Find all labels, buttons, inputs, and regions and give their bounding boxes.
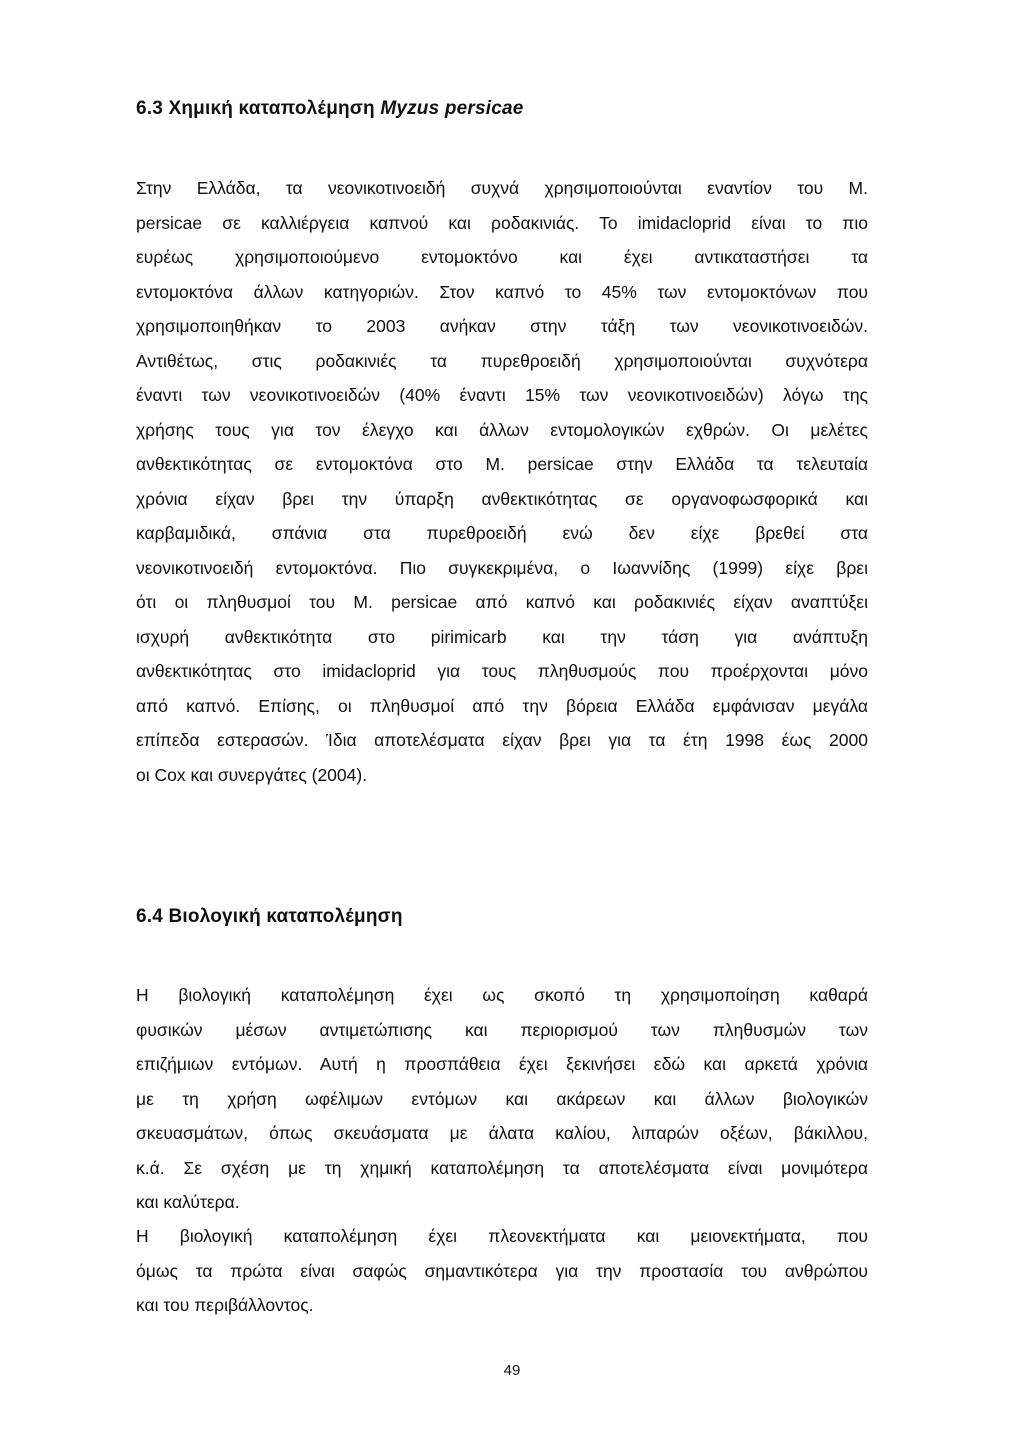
text-line: και του περιβάλλοντος. (136, 1295, 314, 1315)
section-6-3-heading (136, 98, 524, 120)
text-line: εντομοκτόνα άλλων κατηγοριών. Στον καπνό το 45% των εντομοκτόνων που (136, 281, 868, 302)
section-6-3-body (136, 171, 868, 792)
text-line: όμως τα πρώτα είναι σαφώς σημαντικότερα για την προστασία του ανθρώπου (136, 1260, 868, 1281)
text-line: από καπνό. Επίσης, οι πληθυσμοί από την βόρεια Ελλάδα εμφάνισαν μεγάλα (136, 695, 868, 716)
text-line: ανθεκτικότητας σε εντομοκτόνα στο Μ. persicae στην Ελλάδα τα τελευταία (136, 454, 868, 474)
section-6-4-paragraph-1 (136, 978, 868, 1220)
text-line: Στην Ελλάδα, τα νεονικοτινοειδή συχνά χρησιμοποιούνται εναντίον του Μ. (136, 178, 868, 198)
text-line: Η βιολογική καταπολέμηση έχει ως σκοπό τη χρησιμοποίηση καθαρά (136, 985, 868, 1005)
text-line: και καλύτερα. (136, 1192, 240, 1212)
page-number: 49 (503, 1362, 521, 1379)
text-line: με τη χρήση ωφέλιμων εντόμων και ακάρεων και άλλων βιολογικών (136, 1088, 868, 1109)
text-line: επιζήμιων εντόμων. Αυτή η προσπάθεια έχει ξεκινήσει εδώ και αρκετά χρόνια (136, 1054, 868, 1074)
text-line: φυσικών μέσων αντιμετώπισης και περιορισμού των πληθυσμών των (136, 1019, 868, 1040)
heading-text: 6.3 Χημική καταπολέμηση (136, 98, 381, 119)
text-line: καρβαμιδικά, σπάνια στα πυρεθροειδή ενώ δεν είχε βρεθεί στα (136, 523, 868, 543)
text-line: persicae σε καλλιέργεια καπνού και ροδακινιάς. Το imidacloprid είναι το πιο (136, 212, 868, 233)
text-line: ισχυρή ανθεκτικότητα στο pirimicarb και την τάση για ανάπτυξη (136, 626, 868, 647)
text-line: ότι οι πληθυσμοί του Μ. persicae από καπνό και ροδακινιές είχαν αναπτύξει (136, 592, 868, 612)
text-line: οι Cox και συνεργάτες (2004). (136, 764, 368, 785)
text-line: κ.ά. Σε σχέση με τη χημική καταπολέμηση τα αποτελέσματα είναι μονιμότερα (136, 1157, 868, 1178)
text-line: σκευασμάτων, όπως σκευάσματα με άλατα καλίου, λιπαρών οξέων, βάκιλλου, (136, 1123, 868, 1143)
text-line: ανθεκτικότητας στο imidacloprid για τους πληθυσμούς που προέρχονται μόνο (136, 661, 868, 681)
text-line: χρήσης τους για τον έλεγχο και άλλων εντομολογικών εχθρών. Οι μελέτες (136, 419, 868, 440)
text-line: χρόνια είχαν βρει την ύπαρξη ανθεκτικότητας σε οργανοφωσφορικά και (136, 488, 868, 509)
text-line: χρησιμοποιηθήκαν το 2003 ανήκαν στην τάξη των νεονικοτινοειδών. (136, 316, 868, 336)
text-line: Αντιθέτως, στις ροδακινιές τα πυρεθροειδή χρησιμοποιούνται συχνότερα (136, 350, 868, 371)
text-line: ευρέως χρησιμοποιούμενο εντομοκτόνο και έχει αντικαταστήσει τα (136, 247, 868, 267)
text-line: νεονικοτινοειδή εντομοκτόνα. Πιο συγκεκριμένα, ο Ιωαννίδης (1999) είχε βρει (136, 557, 868, 578)
section-6-4-paragraph-2 (136, 1219, 868, 1323)
section-6-4-heading: 6.4 Βιολογική καταπολέμηση (136, 906, 403, 927)
heading-species-name: Myzus persicae (380, 98, 524, 119)
text-line: επίπεδα εστερασών. Ίδια αποτελέσματα είχαν βρει για τα έτη 1998 έως 2000 (136, 730, 868, 750)
text-line: Η βιολογική καταπολέμηση έχει πλεονεκτήματα και μειονεκτήματα, που (136, 1226, 868, 1246)
text-line: έναντι των νεονικοτινοειδών (40% έναντι 15% των νεονικοτινοειδών) λόγω της (136, 385, 868, 405)
